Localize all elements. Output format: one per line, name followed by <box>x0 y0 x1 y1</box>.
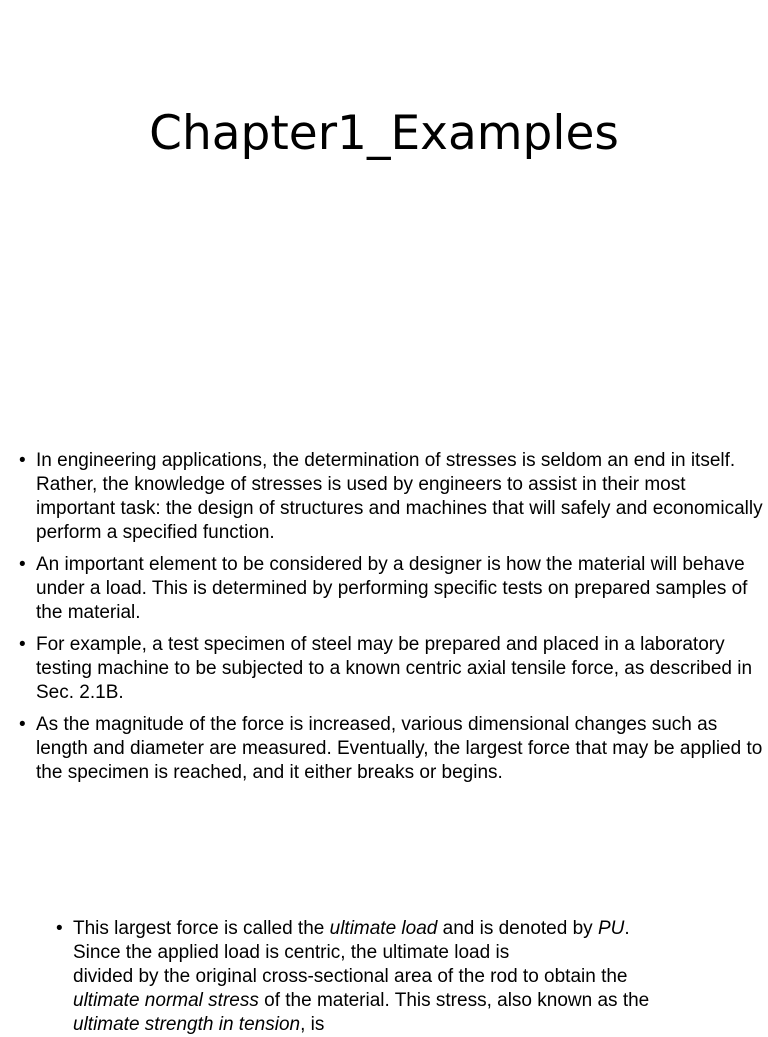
emphasis-pu: PU <box>597 918 625 939</box>
bullet-item: • An important element to be considered by a designer is how the material will behave under a load. This is determined by performing specific tests on prepared samples of the material. <box>36 553 764 625</box>
bullet-line <box>73 917 763 941</box>
bullet-list-secondary <box>73 917 763 1037</box>
bullet-item: • For example, a test specimen of steel may be prepared and placed in a laboratory testing machine to be subjected to a known centric axial tensile force, as described in Sec. 2.1B. <box>36 633 764 705</box>
text-run: This largest force is called the <box>73 918 330 939</box>
text-run: and is denoted by <box>437 918 598 939</box>
text-run: of the material. This stress, also known as the <box>258 990 650 1011</box>
emphasis-ultimate-strength: ultimate strength in tension <box>73 1014 301 1035</box>
bullet-line: Since the applied load is centric, the ultimate load is <box>73 942 510 963</box>
bullet-line <box>73 1013 763 1037</box>
emphasis-ultimate-load: ultimate load <box>329 918 438 939</box>
bullet-line: divided by the original cross-sectional area of the rod to obtain the <box>73 966 628 987</box>
slide-title: Chapter1_Examples <box>149 106 619 161</box>
bullet-item <box>73 917 763 1037</box>
bullet-item: • As the magnitude of the force is increased, various dimensional changes such as length and diameter are measured. Eventually, the largest force that may be applied to the specimen is reached, and it either breaks or begins. <box>36 713 764 785</box>
bullet-list <box>36 449 764 793</box>
text-run: , is <box>300 1014 325 1035</box>
text-run: . <box>624 918 630 939</box>
bullet-line <box>73 989 763 1013</box>
bullet-item: • In engineering applications, the determination of stresses is seldom an end in itself. Rather, the knowledge of stresses is used by engineers to assist in their most important task: the design of structures and machines that will safely and economically perform a specified function. <box>36 449 764 545</box>
emphasis-ultimate-normal-stress: ultimate normal stress <box>73 990 259 1011</box>
